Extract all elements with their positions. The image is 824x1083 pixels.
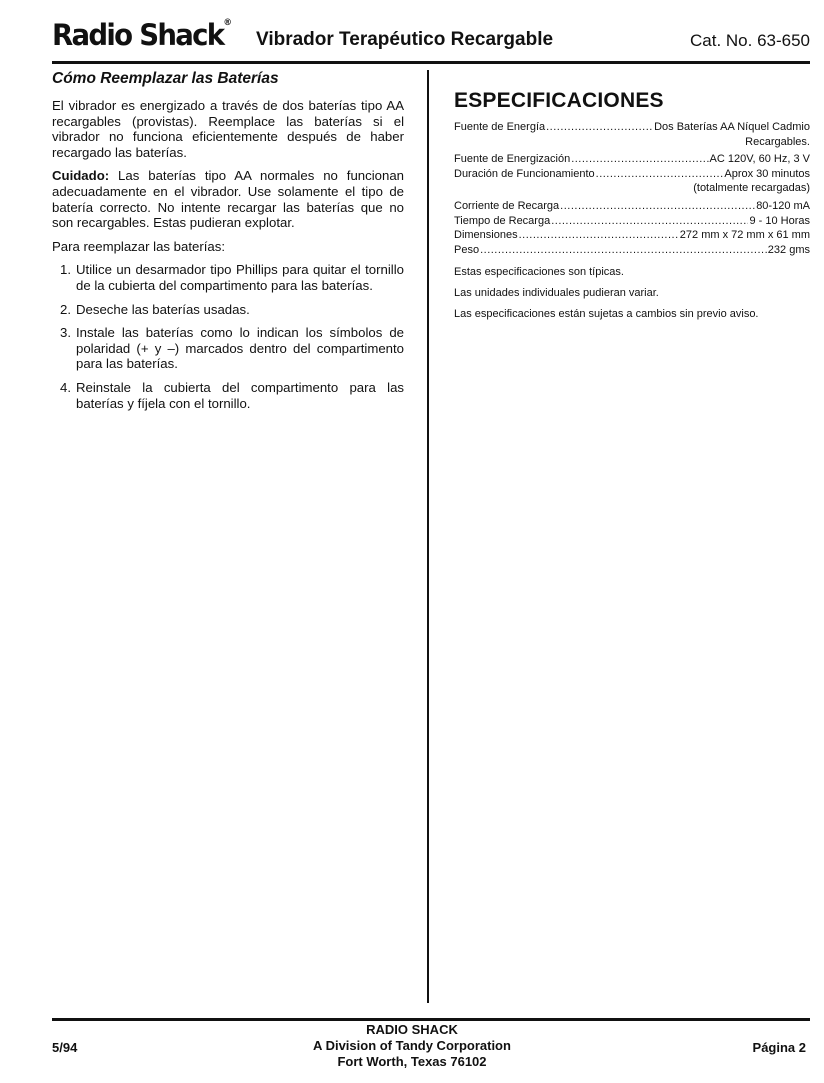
step-number: 1.	[60, 262, 71, 278]
spec-row	[454, 152, 810, 167]
steps-list	[52, 262, 404, 411]
step-number: 3.	[60, 325, 71, 341]
registered-mark-icon: ®	[223, 18, 232, 28]
spec-row	[454, 167, 810, 182]
list-item	[52, 302, 404, 318]
footer-date: 5/94	[52, 1040, 78, 1055]
spec-value: Aprox 30 minutos	[724, 167, 810, 180]
catalog-number: Cat. No. 63-650	[689, 31, 810, 50]
spec-row	[454, 243, 810, 258]
list-item	[52, 325, 404, 372]
spec-label: Fuente de Energización	[454, 153, 571, 166]
brand-logo-text: Radio Shack	[52, 18, 224, 52]
spec-list	[454, 120, 810, 257]
spec-label: Corriente de Recarga	[454, 199, 560, 212]
spec-row	[454, 120, 810, 135]
spec-label: Duración de Funcionamiento	[454, 167, 595, 180]
spec-row	[454, 228, 810, 243]
spec-value: AC 120V, 60 Hz, 3 V	[709, 153, 810, 166]
dot-leader	[551, 214, 748, 229]
list-item	[52, 262, 404, 293]
footer-company-address: Fort Worth, Texas 76102	[337, 1054, 487, 1069]
battery-replacement-section	[52, 70, 404, 419]
spec-note: Las unidades individuales pudieran variar.	[454, 286, 659, 299]
steps-intro: Para reemplazar las baterías:	[52, 238, 225, 254]
footer-company	[0, 1022, 824, 1070]
spec-value-continued: (totalmente recargadas)	[693, 182, 810, 195]
dot-leader	[571, 152, 708, 167]
spec-notes	[454, 265, 810, 321]
spec-note: Las especificaciones están sujetas a cambios sin previo aviso.	[454, 307, 759, 320]
document-title: Vibrador Terapéutico Recargable	[256, 29, 554, 50]
spec-label: Dimensiones	[454, 229, 518, 242]
specifications-section	[454, 88, 810, 327]
intro-paragraph: El vibrador es energizado a través de dos baterías tipo AA recargables (provistas). Reemplace las baterías si el vibrador no funciona eficientemente después de haber recargado las baterías.	[52, 98, 404, 160]
step-text: Instale las baterías como lo indican los símbolos de polaridad (+ y –) marcados dentro del compartimento para las baterías.	[76, 325, 404, 372]
page-header	[52, 16, 810, 56]
spec-label: Tiempo de Recarga	[454, 214, 551, 227]
dot-leader	[519, 228, 679, 243]
spec-row	[454, 214, 810, 229]
column-divider	[427, 70, 429, 1003]
caution-text: Las baterías tipo AA normales no funcionan adecuadamente en el vibrador. Use solamente el tipo de batería correcto. No intente recargar las baterías que no son recargables. Estas pudieran explotar.	[52, 168, 404, 231]
footer-divider	[52, 1018, 810, 1021]
spec-note: Estas especificaciones son típicas.	[454, 266, 624, 279]
specifications-heading: ESPECIFICACIONES	[454, 89, 664, 112]
footer-company-name: RADIO SHACK	[366, 1022, 458, 1037]
spec-value: Dos Baterías AA Níquel Cadmio	[654, 121, 810, 133]
caution-paragraph	[52, 168, 404, 230]
spec-value: 80-120 mA	[756, 199, 810, 212]
page-number: Página 2	[752, 1040, 806, 1055]
step-number: 4.	[60, 379, 71, 395]
header-divider	[52, 61, 810, 64]
spec-value: 232 gms	[767, 243, 810, 256]
dot-leader	[596, 167, 724, 182]
dot-leader	[560, 199, 755, 214]
caution-label: Cuidado:	[52, 168, 110, 184]
spec-row	[454, 199, 810, 214]
spec-value: 272 mm x 72 mm x 61 mm	[679, 229, 810, 242]
step-text: Deseche las baterías usadas.	[76, 301, 250, 317]
section-heading: Cómo Reemplazar las Baterías	[52, 70, 279, 87]
dot-leader	[546, 120, 653, 135]
list-item	[52, 380, 404, 411]
spec-value: 9 - 10 Horas	[749, 214, 810, 227]
footer-company-division: A Division of Tandy Corporation	[313, 1038, 511, 1053]
spec-value-continued: Recargables.	[745, 135, 810, 148]
brand-logo	[52, 18, 232, 52]
dot-leader	[480, 243, 767, 258]
spec-label: Fuente de Energía	[454, 121, 546, 133]
spec-label: Peso	[454, 243, 480, 256]
step-number: 2.	[60, 301, 71, 317]
step-text: Utilice un desarmador tipo Phillips para quitar el tornillo de la cubierta del compartimento para las baterías.	[76, 262, 404, 293]
step-text: Reinstale la cubierta del compartimento para las baterías y fíjela con el tornillo.	[76, 379, 404, 411]
